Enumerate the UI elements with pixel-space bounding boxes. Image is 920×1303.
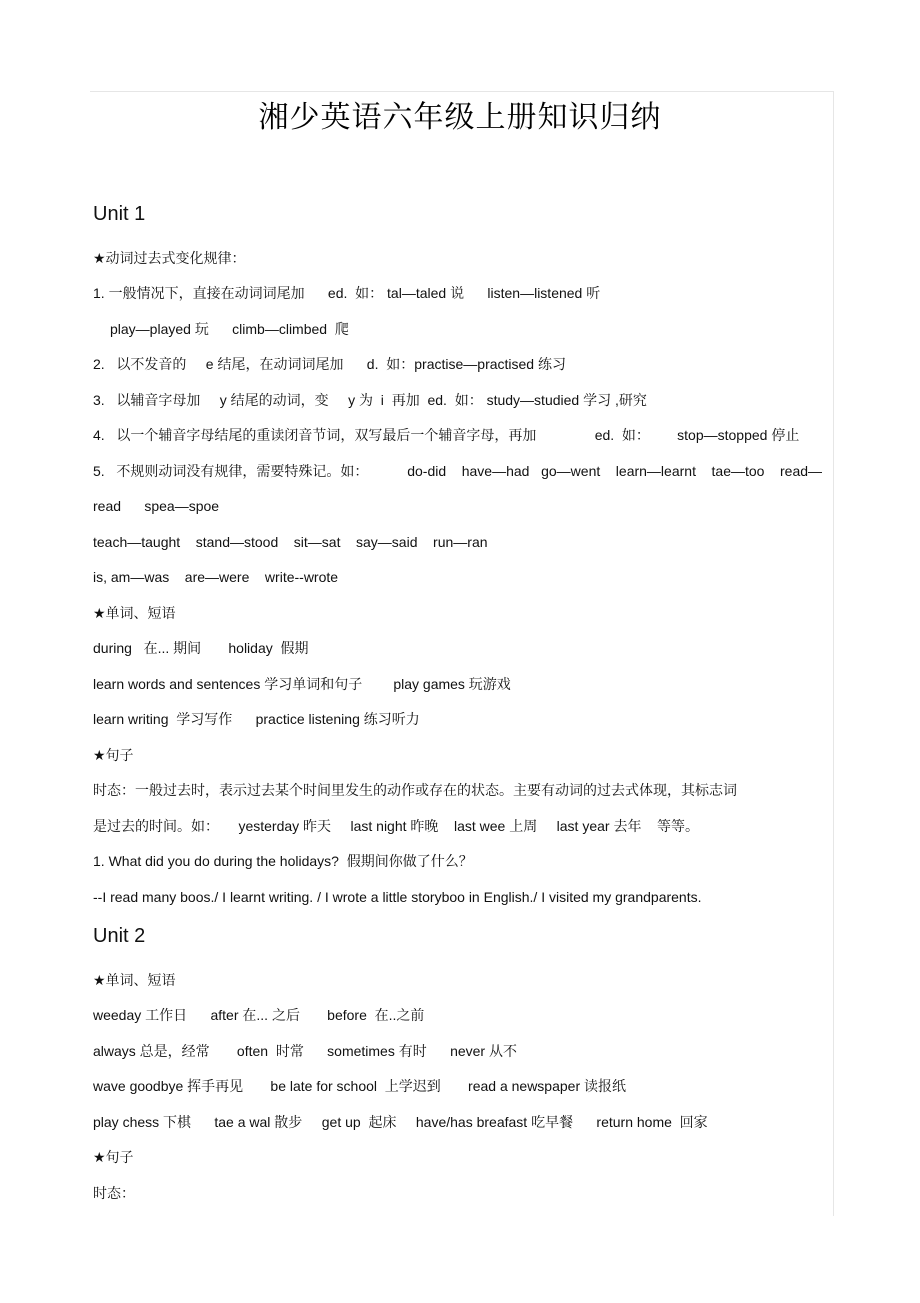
unit2-section-sentences: ★句子 — [93, 1149, 134, 1165]
vocab-line-2: learn words and sentences 学习单词和句子 play games 玩游戏 — [93, 676, 511, 692]
section-sentences: ★句子 — [93, 747, 134, 763]
document-title: 湘少英语六年级上册知识归纳 — [258, 101, 662, 134]
rule-1-examples: play—played 玩 climb—climbed 爬 — [110, 321, 349, 337]
section-verb-rules: ★动词过去式变化规律： — [93, 250, 246, 266]
tense-description-continued: 是过去的时间。如： yesterday 昨天 last night 昨晚 last wee 上周 last year 去年 等等。 — [93, 818, 700, 834]
rule-5: 5. 不规则动词没有规律，需要特殊记。如： do-did have—had go—went learn—learnt tae—too read— — [93, 463, 823, 479]
unit2-section-vocabulary: ★单词、短语 — [93, 972, 176, 988]
unit-1-heading: Unit 1 — [93, 203, 146, 225]
irregular-verbs-line-2: is, am—was are—were write--wrote — [93, 569, 339, 585]
page-top-border — [90, 91, 834, 92]
sentence-answer: --I read many boos./ I learnt writing. / I wrote a little storyboo in English./ I visited my grandparents. — [93, 889, 702, 905]
rule-5-continued: read spea—spoe — [93, 498, 220, 514]
unit2-vocab-line-4: play chess 下棋 tae a wal 散步 get up 起床 have/has breafast 吃早餐 return home 回家 — [93, 1114, 708, 1130]
rule-2: 2. 以不发音的 e 结尾，在动词词尾加 d. 如：practise—practised 练习 — [93, 356, 566, 372]
tense-description: 时态：一般过去时，表示过去某个时间里发生的动作或存在的状态。主要有动词的过去式体现，其标志词 — [93, 782, 737, 798]
unit2-vocab-line-3: wave goodbye 挥手再见 be late for school 上学迟到 read a newspaper 读报纸 — [93, 1078, 626, 1094]
rule-1: 1. 一般情况下，直接在动词词尾加 ed. 如： tal—taled 说 listen—listened 听 — [93, 285, 601, 301]
section-vocabulary: ★单词、短语 — [93, 605, 176, 621]
rule-3: 3. 以辅音字母加 y 结尾的动词，变 y 为 i 再加 ed. 如： study—studied 学习 ,研究 — [93, 392, 647, 408]
unit-2-heading: Unit 2 — [93, 925, 146, 947]
irregular-verbs-line-1: teach—taught stand—stood sit—sat say—said run—ran — [93, 534, 488, 550]
vocab-line-1: during 在... 期间 holiday 假期 — [93, 640, 309, 656]
unit2-tense-label: 时态： — [93, 1185, 135, 1201]
unit2-vocab-line-2: always 总是，经常 often 时常 sometimes 有时 never 从不 — [93, 1043, 517, 1059]
sentence-question: 1. What did you do during the holidays? 假期间你做了什么？ — [93, 853, 473, 869]
rule-4: 4. 以一个辅音字母结尾的重读闭音节词，双写最后一个辅音字母，再加 ed. 如： stop—stopped 停止 — [93, 427, 800, 443]
vocab-line-3: learn writing 学习写作 practice listening 练习听力 — [93, 711, 420, 727]
unit2-vocab-line-1: weeday 工作日 after 在... 之后 before 在..之前 — [93, 1007, 425, 1023]
page-right-border — [833, 91, 834, 1216]
